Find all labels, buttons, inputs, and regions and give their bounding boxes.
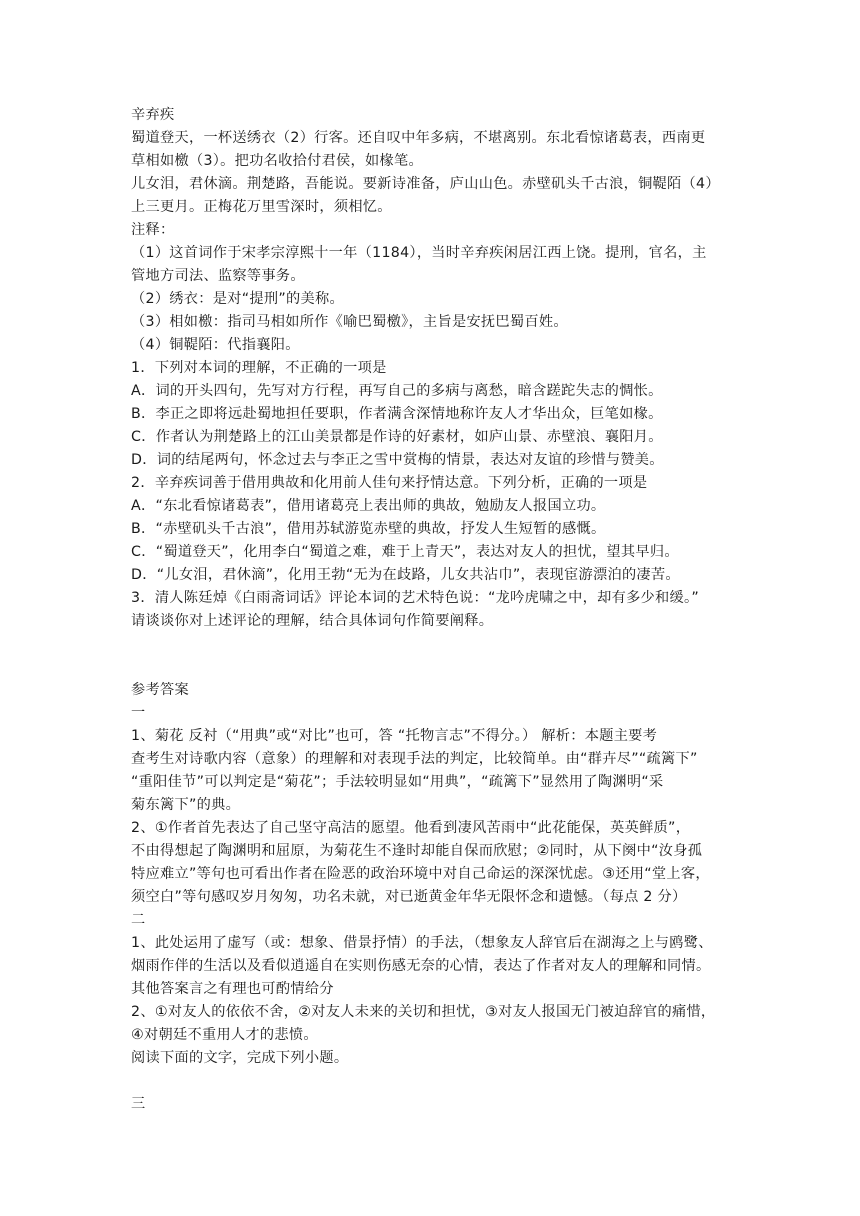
question-line: D．词的结尾两句，怀念过去与李正之雪中赏梅的情景，表达对友谊的珍惜与赞美。 xyxy=(131,452,664,468)
answer-line: 查考生对诗歌内容（意象）的理解和对表现手法的判定，比较简单。由“群卉尽”“疏篱下” xyxy=(131,751,698,767)
poem-text xyxy=(131,127,731,219)
answer-line: 菊东篱下”的典。 xyxy=(131,797,241,813)
note-line: （1）这首词作于宋孝宗淳熙十一年（1184），当时辛弃疾闲居江西上饶。提刑，官名，主 xyxy=(131,245,707,261)
answer-line: “重阳佳节”可以判定是“菊花”；手法较明显如“用典”，“疏篱下”显然用了陶渊明“采 xyxy=(131,774,664,790)
answers-section-label: 一 xyxy=(131,705,146,721)
question-line: A．“东北看惊诸葛表”，借用诸葛亮上表出师的典故，勉励友人报国立功。 xyxy=(131,498,606,514)
poem-line: 儿女泪，君休滴。荆楚路，吾能说。要新诗准备，庐山山色。赤壁矶头千古浪，铜鞮陌（4） xyxy=(131,176,720,192)
poem-line: 蜀道登天，一杯送绣衣（2）行客。还自叹中年多病，不堪离别。东北看惊诸葛表，西南更 xyxy=(131,130,706,146)
question-line: B．李正之即将远赴蜀地担任要职，作者满含深情地称许友人才华出众，巨笔如椽。 xyxy=(131,406,663,422)
answer-line: 烟雨作伴的生活以及看似逍遥自在实则伤感无奈的心情，表达了作者对友人的理解和同情。 xyxy=(131,958,711,974)
note-line: （4）铜鞮陌：代指襄阳。 xyxy=(131,337,300,353)
question-line: 2．辛弃疾词善于借用典故和化用前人佳句来抒情达意。下列分析，正确的一项是 xyxy=(131,475,648,491)
notes-heading: 注释： xyxy=(131,222,175,238)
notes-list xyxy=(131,242,731,357)
spacer xyxy=(131,633,731,679)
poem-line: 上三更月。正梅花万里雪深时，须相忆。 xyxy=(131,199,392,215)
poem-line: 草相如檄（3）。把功名收拾付君侯，如椽笔。 xyxy=(131,153,423,169)
answer-line: 2、①对友人的依依不舍，②对友人未来的关切和担忧，③对友人报国无门被迫辞官的痛惜， xyxy=(131,1004,716,1020)
note-line: （2）绣衣：是对“提刑”的美称。 xyxy=(131,291,344,307)
document-body xyxy=(131,104,731,1116)
answer-line: ④对朝廷不重用人才的悲愤。 xyxy=(131,1027,318,1043)
question-line: A．词的开头四句，先写对方行程，再写自己的多病与离愁，暗含蹉跎失志的惆怅。 xyxy=(131,383,663,399)
answer-line: 1、菊花 反衬（“用典”或“对比”也可，答 “托物言志”不得分。） 解析：本题主要考 xyxy=(131,728,658,744)
note-line: （3）相如檄：指司马相如所作《喻巴蜀檄》，主旨是安抚巴蜀百姓。 xyxy=(131,314,568,330)
question-line: D．“儿女泪，君休滴”，化用王勃“无为在歧路，儿女共沾巾”，表现宦游漂泊的凄苦。 xyxy=(131,567,680,583)
question-line: C．“蜀道登天”，化用李白“蜀道之难，难于上青天”，表达对友人的担忧，望其早归。 xyxy=(131,544,679,560)
question-line: 3．清人陈廷焯《白雨斋词话》评论本词的艺术特色说：“龙吟虎啸之中，却有多少和缓。” xyxy=(131,590,700,606)
spacer xyxy=(131,1070,731,1093)
questions-list xyxy=(131,357,731,633)
answer-line: 不由得想起了陶渊明和屈原，为菊花生不逢时却能自保而欣慰；②同时，从下阕中“汝身孤 xyxy=(131,843,703,859)
answer-line: 特应难立”等句也可看出作者在险恶的政治环境中对自己命运的深深忧虑。③还用“堂上客， xyxy=(131,866,710,882)
question-line: 请谈谈你对上述评论的理解，结合具体词句作简要阐释。 xyxy=(131,613,494,629)
answer-line: 其他答案言之有理也可酌情给分 xyxy=(131,981,334,997)
answers-section-1 xyxy=(131,725,731,909)
answer-line: 1、此处运用了虚写（或：想象、借景抒情）的手法，（想象友人辞官后在湖海之上与鸥鹭、 xyxy=(131,935,713,951)
question-line: 1．下列对本词的理解，不正确的一项是 xyxy=(131,360,387,376)
poem-author: 辛弃疾 xyxy=(131,107,175,123)
answers-section-label: 三 xyxy=(131,1096,146,1112)
answer-line: 须空白”等句感叹岁月匆匆，功名未就，对已逝黄金年华无限怀念和遗憾。（每点 2 分） xyxy=(131,889,687,905)
answers-heading: 参考答案 xyxy=(131,682,189,698)
answers-section-label: 二 xyxy=(131,912,146,928)
answer-line: 2、①作者首先表达了自己坚守高洁的愿望。他看到凄风苦雨中“此花能保，英英鲜质”， xyxy=(131,820,691,836)
note-line: 管地方司法、监察等事务。 xyxy=(131,268,305,284)
question-line: B．“赤壁矶头千古浪”，借用苏轼游览赤壁的典故，抒发人生短暂的感慨。 xyxy=(131,521,606,537)
question-line: C．作者认为荆楚路上的江山美景都是作诗的好素材，如庐山景、赤壁浪、襄阳月。 xyxy=(131,429,663,445)
answer-line: 阅读下面的文字，完成下列小题。 xyxy=(131,1050,349,1066)
answers-section-2 xyxy=(131,932,731,1070)
